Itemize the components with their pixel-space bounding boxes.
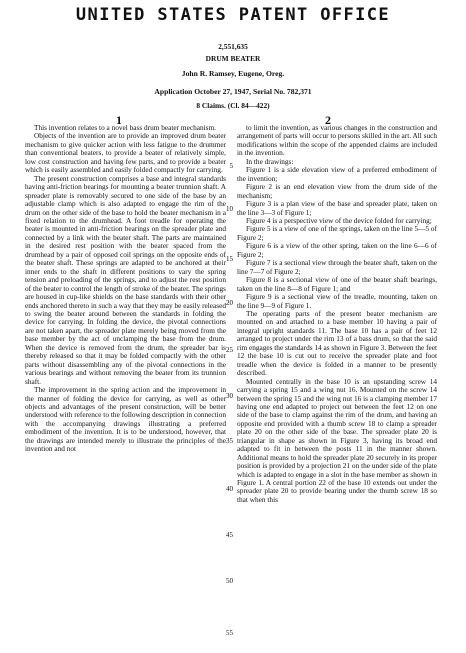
- claims-info: 8 Claims. (Cl. 84—422): [196, 101, 270, 110]
- line-number: 45: [226, 531, 233, 539]
- line-number: 55: [226, 629, 233, 637]
- right-paragraph: Figure 6 is a view of the other spring, taken on the line 6—6 of Figure 2;: [237, 241, 437, 259]
- line-number: 5: [229, 162, 233, 170]
- right-paragraph: Figure 2 is an end elevation view from the drum side of the mechanism;: [237, 182, 437, 200]
- line-number: 35: [226, 437, 233, 445]
- left-paragraph: The improvement in the spring action and the improvement in the manner of folding the device for carrying, as well as other objects and advantages of the present construction, will be better understood with reference to the following description in connection with the accompanying drawings illustrating a preferred embodiment of the invention. It is to be understood, however, that the drawings are intended merely to illustrate the principles of the invention and not: [25, 385, 226, 454]
- line-number: 30: [226, 392, 233, 400]
- right-paragraph: to limit the invention, as various changes in the construction and arrangement of parts will occur to persons skilled in the art. All such modifications within the scope of the appended claims are included in the invention.: [237, 123, 438, 158]
- right-paragraph: Mounted centrally in the base 10 is an upstanding screw 14 carrying a spring 15 and a wing nut 16. Mounted on the screw 14 between the spring 15 and the wing nut 16 is a clamping member 17 having one end adapted to project out between the feet 12 on one side of the base to clamp against the rim of the drum, and having an opposite end provided with a thumb screw 18 to clamp a spreader plate 20 on the other side of the base. The spreader plate 20 is triangular in shape as shown in Figure 3, having its broad end adapted to fit in between the posts 11 in the manner shown. Additional means to hold the spreader plate 20 securely in its proper position is provided by a projection 21 on the under side of the plate which is adapted to engage in a slot in the base member as shown in Figure 1. A central portion 22 of the base 10 extends out under the spreader plate 20 to provide bearing under the thumb screw 18 so that when this: [237, 376, 437, 504]
- right-paragraph: In the drawings:: [246, 156, 294, 166]
- right-paragraph: Figure 4 is a perspective view of the device folded for carrying;: [246, 215, 432, 225]
- left-paragraph: This invention relates to a novel bass drum beater mechanism.: [34, 123, 216, 132]
- invention-title: DRUM BEATER: [205, 54, 261, 63]
- line-number: 50: [226, 577, 233, 585]
- line-number: 25: [226, 346, 233, 354]
- right-paragraph: Figure 8 is a sectional view of one of the beater shaft bearings, taken on the line 8—8 of Figure 1; and: [237, 275, 437, 293]
- application-info: Application October 27, 1947, Serial No. 782,371: [154, 87, 312, 96]
- line-number: 20: [226, 299, 233, 307]
- right-paragraph: Figure 9 is a sectional view of the treadle, mounting, taken on the line 9—9 of Figure 1.: [237, 292, 437, 310]
- line-number: 40: [226, 485, 233, 493]
- right-paragraph: Figure 7 is a sectional view through the beater shaft, taken on the line 7—7 of Figure 2;: [237, 258, 437, 276]
- column-number-left: 1: [116, 113, 122, 127]
- line-number: 10: [226, 205, 233, 213]
- column-number-right: 2: [325, 113, 331, 127]
- inventor: John R. Ramsey, Eugene, Oreg.: [181, 69, 285, 78]
- right-paragraph: Figure 3 is a plan view of the base and spreader plate, taken on the line 3—3 of Figure 1;: [237, 199, 437, 217]
- left-paragraph: Objects of the invention are to provide an improved drum beater mechanism to give quicker action with less fatigue to the drummer than conventional beaters, to provide a beater of relatively simple, low cost construction and having few parts, and to provide a beater which is easily assembled and easily folded compactly for carrying.: [25, 131, 226, 175]
- right-column: [237, 124, 437, 504]
- patent-number: 2,551,635: [218, 42, 248, 51]
- right-paragraph: Figure 1 is a side elevation view of a preferred embodiment of the invention;: [237, 165, 437, 183]
- right-paragraph: Figure 5 is a view of one of the springs, taken on the line 5—5 of Figure 2;: [237, 224, 437, 242]
- left-paragraph: The present construction comprises a base and integral standards having anti-friction bearings for mounting a beater trunnion shaft. A spreader plate is removably secured to one side of the base by an adjustable clamp which is also adapted to engage the rim of the drum on the other side of the base to hold the beater mechanism in a fixed relation to the drumhead. A foot treadle for operating the beater is mounted in anti-friction bearings on the spreader plate and connected by a link with the beater shaft. The parts are maintained in the desired rest position with the beater spaced from the drumhead by a pair of opposed coil springs on the opposite ends of the beater shaft. These springs are adapted to be anchored at their inner ends to the shaft in different positions to vary the spring tension and preloading of the springs, and to adjust the rest position of the beater to control the length of stroke of the beater. The springs are housed in cup-like shields on the base standards with their other ends anchored thereto in such a way that they may be easily released to swing the beater around between the standards in folding the device for carrying. In folding the device, the pivotal connections are not taken apart, the spreader plate merely being moved from the base member by the act of unclamping the base from the drum. When the device is removed from the drum, the spreader bar is thereby released so that it may be folded compactly with the other parts without disassembling any of the pivotal connections in the various bearings and without removing the beater from its trunnion shaft.: [25, 173, 226, 386]
- line-number: 15: [226, 255, 233, 263]
- left-column: [25, 124, 226, 454]
- patent-office-title: UNITED STATES PATENT OFFICE: [75, 5, 391, 25]
- right-paragraph: The operating parts of the present beater mechanism are mounted on and attached to a base member 10 having a pair of integral upright standards 11. The base 10 has a pair of feet 12 arranged to project under the rim 13 of a bass drum, so that the said rim engages the standards 14 as shown in Figure 3. Between the feet 12 the base 10 is cut out to receive the spreader plate and foot treadle when the device is folded in a manner to be presently described.: [237, 308, 438, 378]
